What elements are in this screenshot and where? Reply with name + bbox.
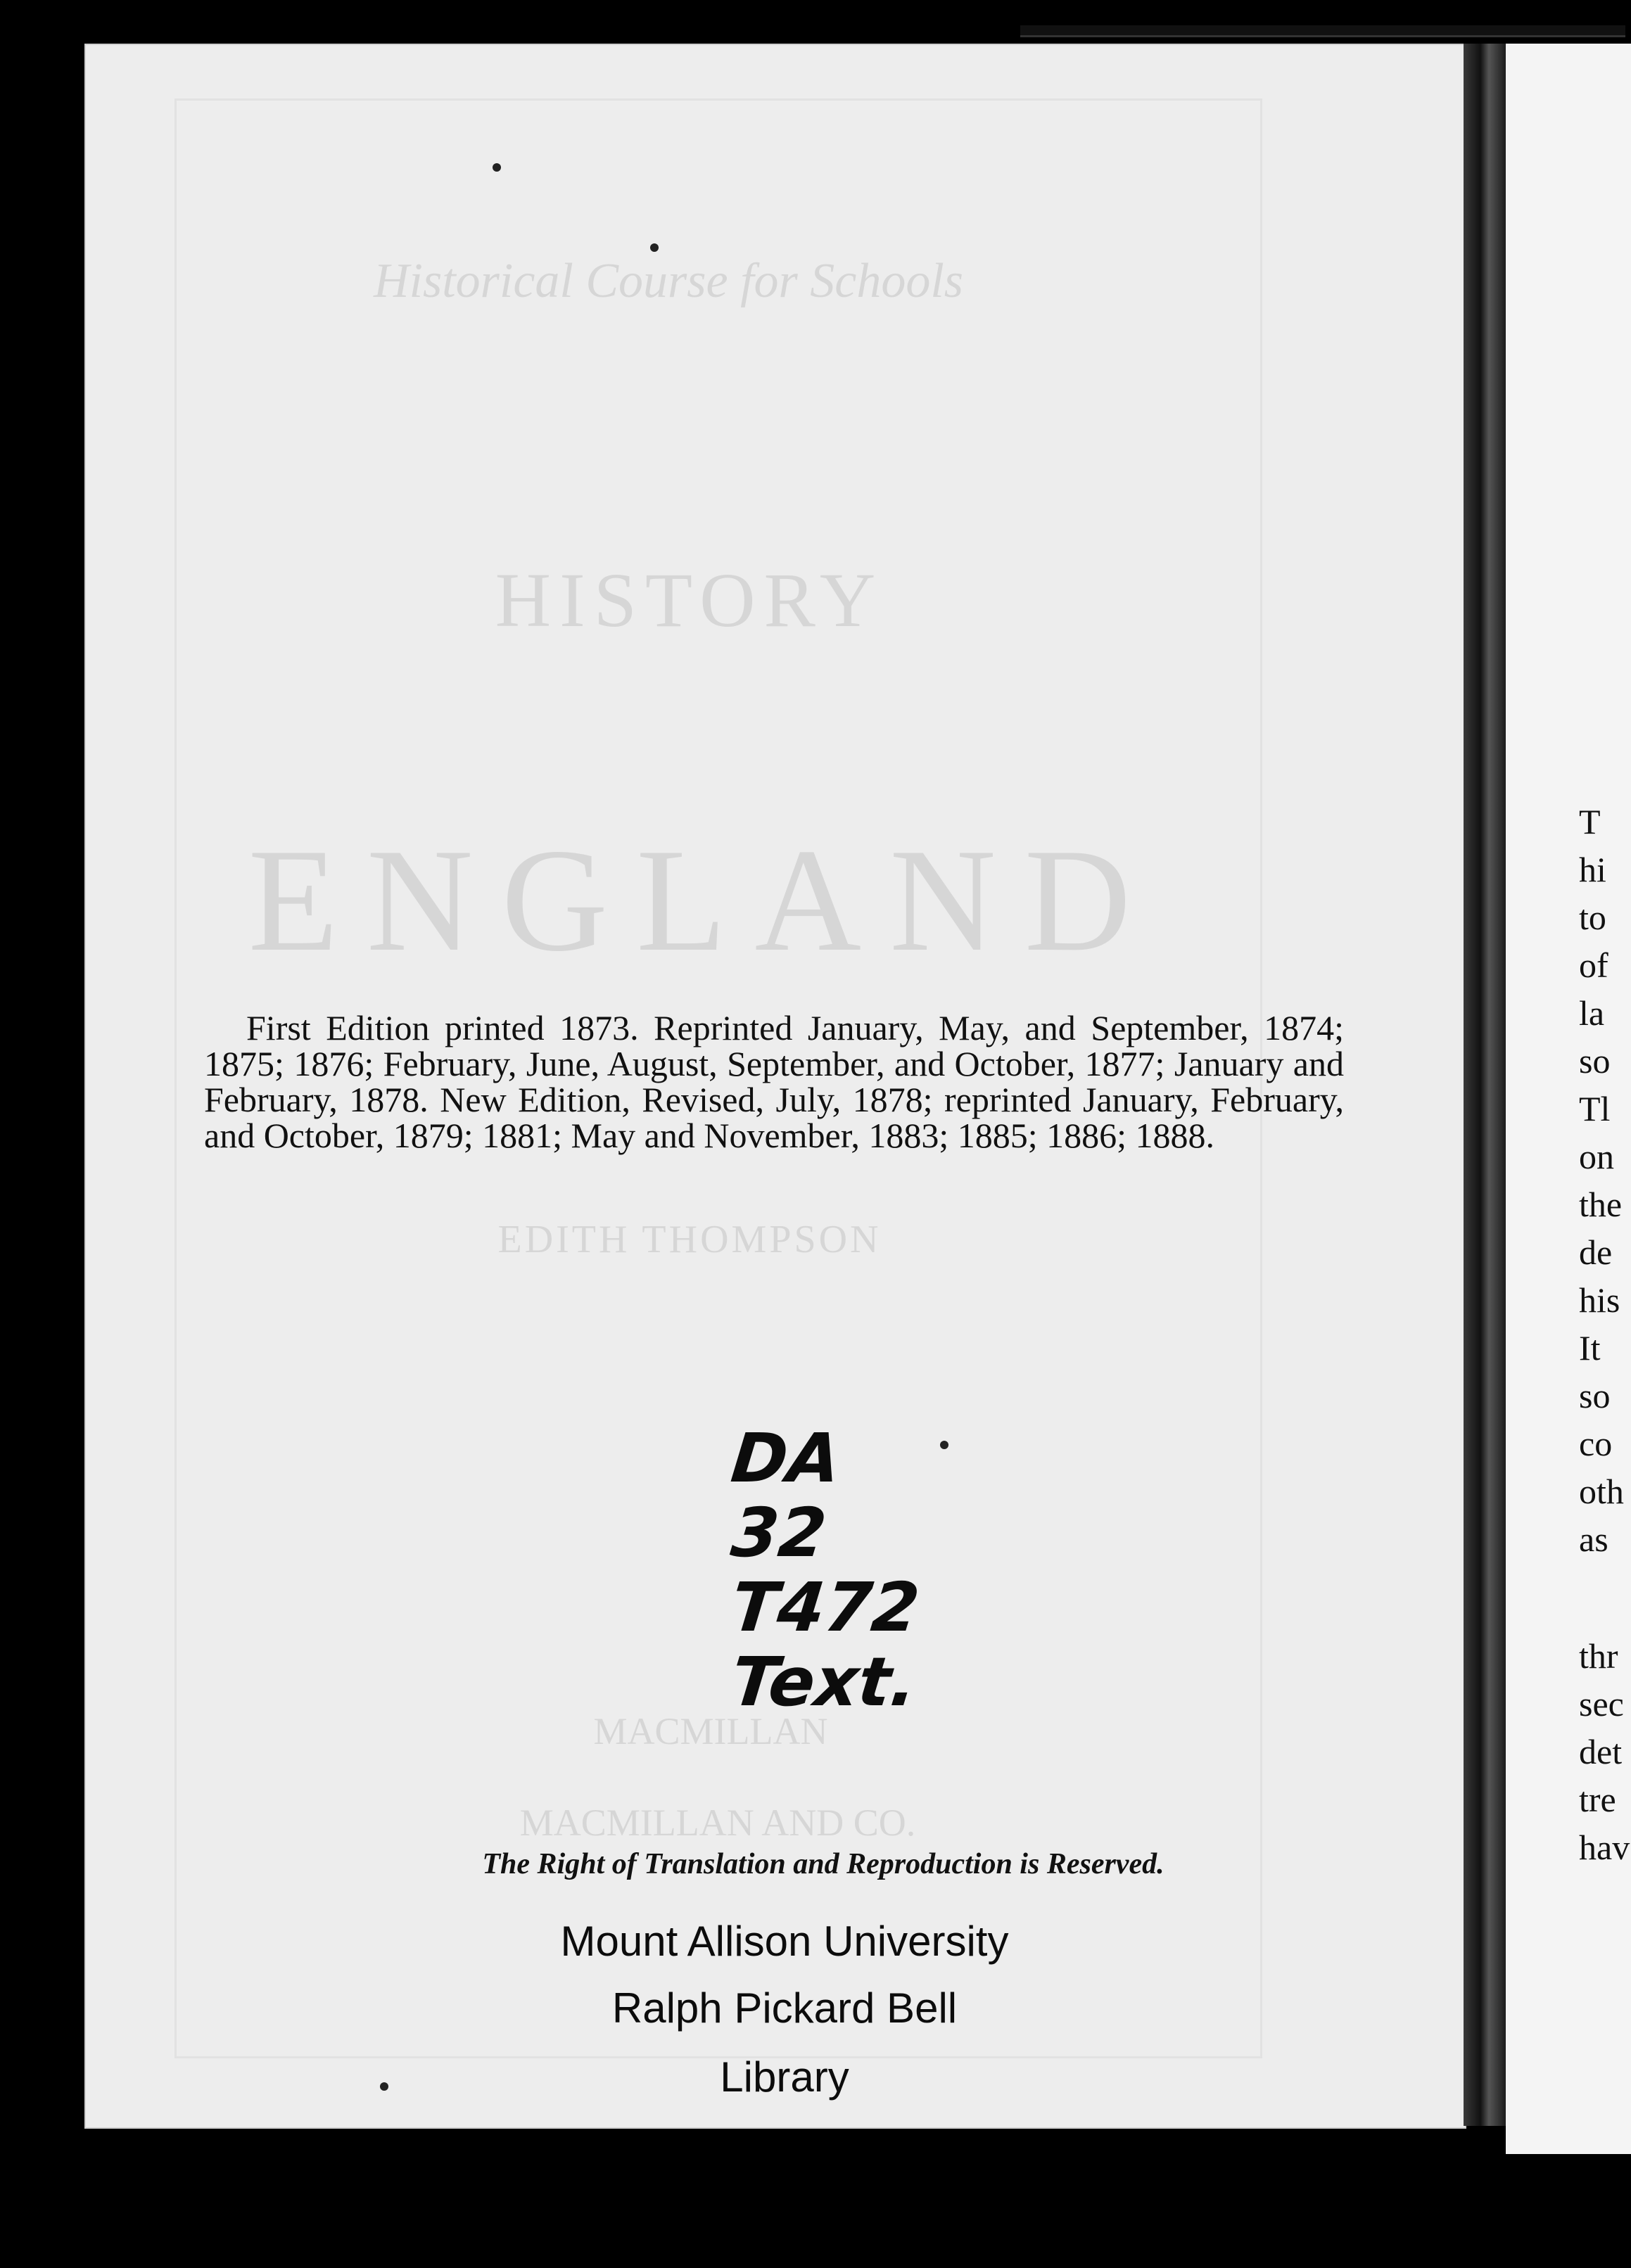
call-number-line-4: Text.	[728, 1643, 921, 1721]
right-fragment: hav	[1579, 1828, 1630, 1867]
handwritten-call-number	[728, 1419, 999, 1721]
bleed-through-england: ENGLAND	[248, 819, 1160, 982]
bleed-through-publisher-2: MACMILLAN AND CO.	[519, 1802, 916, 1844]
bleed-through-publisher-1: MACMILLAN	[593, 1710, 828, 1752]
right-fragment: to	[1579, 898, 1606, 937]
right-fragment: his	[1579, 1280, 1620, 1320]
edition-note-text: First Edition printed 1873. Reprinted January, May, and September, 1874; 1875; 1876; February, June, August, September, and October, 1877; January and February, 1878. New Edition, Revised, July, 1878; reprinted January, February, and October, 1879; 1881; May and November, 1883; 1885; 1886; 1888.	[204, 1008, 1344, 1155]
right-fragment: thr	[1579, 1636, 1618, 1676]
right-fragment: tre	[1579, 1780, 1616, 1819]
scan-speck	[493, 163, 501, 172]
scan-speck	[940, 1441, 948, 1449]
right-fragment: co	[1579, 1424, 1613, 1463]
top-edge-rule	[1020, 25, 1625, 37]
right-fragment: as	[1579, 1520, 1608, 1559]
scan-speck	[650, 243, 659, 252]
call-number-line-3: T472	[728, 1568, 923, 1647]
right-fragment: on	[1579, 1137, 1614, 1176]
edition-history-note	[204, 1010, 1344, 1154]
right-fragment: oth	[1579, 1472, 1624, 1511]
right-fragment: T	[1579, 802, 1601, 841]
rights-notice: The Right of Translation and Reproduction is Reserved.	[482, 1848, 1164, 1880]
scan-speck	[380, 2082, 388, 2091]
book-gutter	[1464, 44, 1506, 2126]
right-fragment: of	[1579, 945, 1608, 985]
library-stamp-line-3: Library	[720, 2053, 849, 2101]
library-stamp-line-1: Mount Allison University	[560, 1918, 1009, 1965]
bleed-through-history: HISTORY	[495, 557, 884, 643]
library-stamp-line-2: Ralph Pickard Bell	[611, 1984, 958, 2032]
call-number-line-1: DA	[728, 1419, 844, 1498]
right-fragment: the	[1579, 1185, 1623, 1224]
call-number-line-2: 32	[728, 1493, 830, 1572]
right-fragment: so	[1579, 1041, 1611, 1081]
right-fragment: hi	[1579, 850, 1606, 889]
right-fragment: It	[1579, 1328, 1601, 1368]
right-fragment: Tl	[1579, 1089, 1611, 1128]
right-fragment: det	[1579, 1732, 1623, 1771]
bleed-through-author: EDITH THOMPSON	[497, 1218, 882, 1261]
right-fragment: so	[1579, 1376, 1611, 1415]
right-fragment: de	[1579, 1232, 1613, 1272]
right-fragment: sec	[1579, 1684, 1624, 1724]
right-fragment: la	[1579, 993, 1605, 1033]
paragraph-gap	[1579, 1563, 1631, 1632]
bleed-through-series: Historical Course for Schools	[373, 254, 964, 308]
right-page-text-fragments	[1579, 798, 1631, 1871]
